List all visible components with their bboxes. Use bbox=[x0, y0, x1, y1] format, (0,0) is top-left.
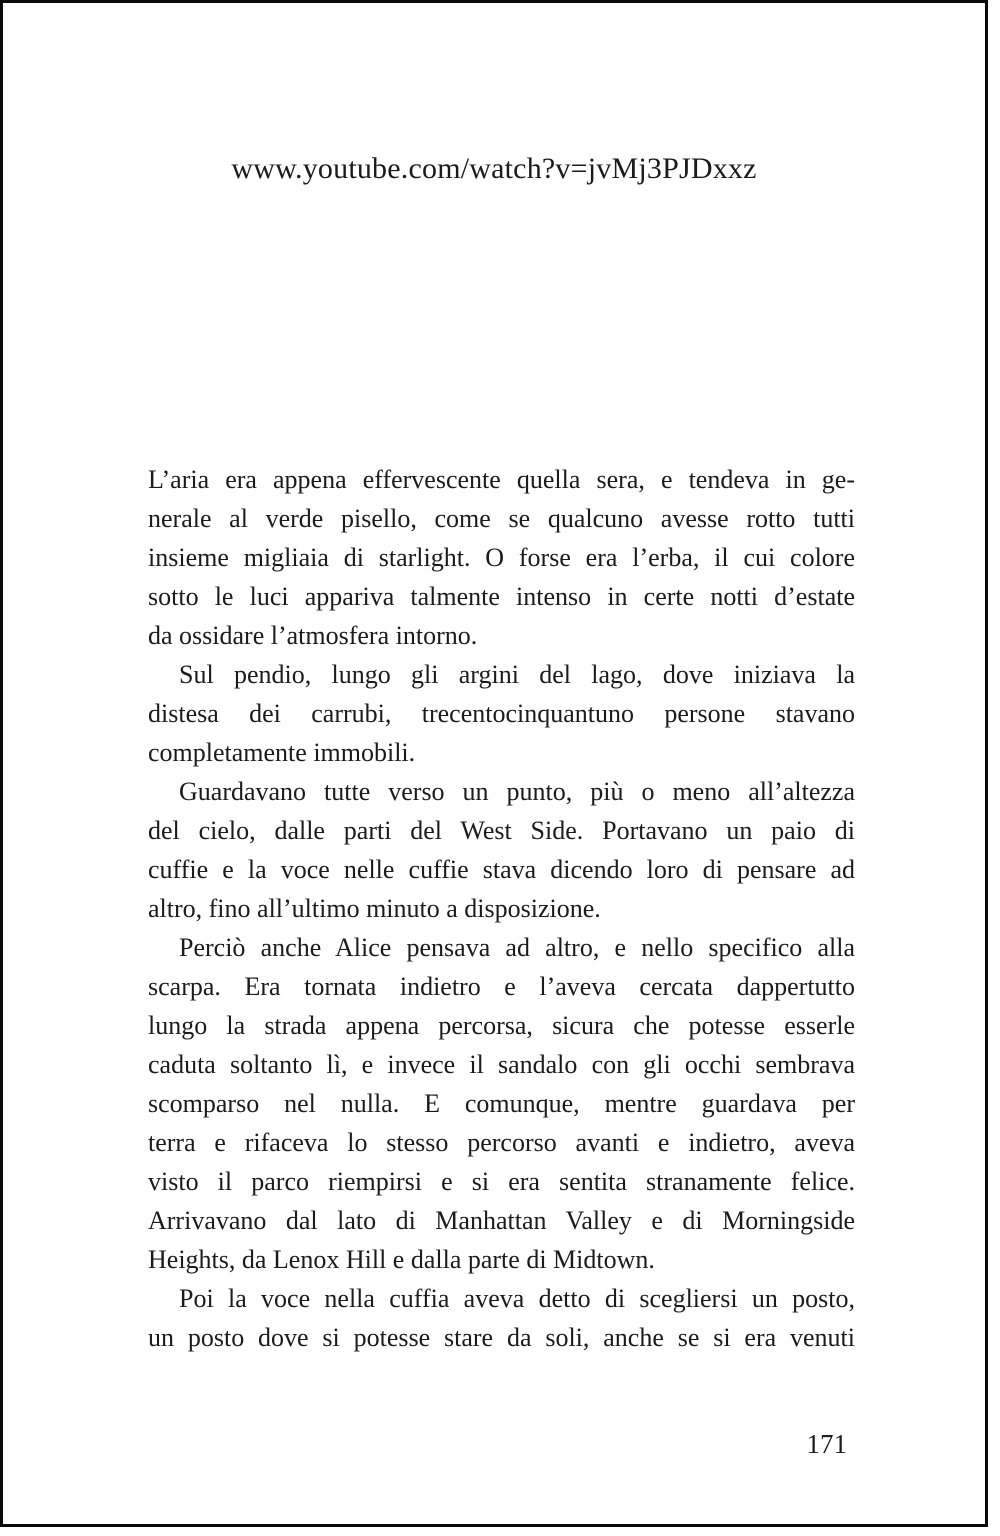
text-line: nerale al verde pisello, come se qualcuno avesse rotto tutti bbox=[148, 504, 855, 533]
text-line: Sul pendio, lungo gli argini del lago, dove iniziava la bbox=[179, 660, 855, 689]
text-line: distesa dei carrubi, trecentocinquantuno persone stavano bbox=[148, 699, 855, 728]
text-line: insieme migliaia di starlight. O forse era l’erba, il cui colore bbox=[148, 543, 855, 572]
text-line: visto il parco riempirsi e si era sentita stranamente felice. bbox=[148, 1167, 855, 1196]
text-line: lungo la strada appena percorsa, sicura che potesse esserle bbox=[148, 1011, 855, 1040]
text-line: terra e rifaceva lo stesso percorso avanti e indietro, aveva bbox=[148, 1128, 855, 1157]
text-line: altro, fino all’ultimo minuto a disposizione. bbox=[148, 894, 601, 923]
text-line: cuffie e la voce nelle cuffie stava dicendo loro di pensare ad bbox=[148, 855, 855, 884]
text-line: un posto dove si potesse stare da soli, anche se si era venuti bbox=[148, 1323, 855, 1352]
text-line: completamente immobili. bbox=[148, 738, 416, 767]
text-line: Perciò anche Alice pensava ad altro, e nello specifico alla bbox=[179, 933, 855, 962]
video-url-text: www.youtube.com/watch?v=jvMj3PJDxxz bbox=[231, 152, 757, 185]
text-line: caduta soltanto lì, e invece il sandalo con gli occhi sembrava bbox=[148, 1050, 855, 1079]
page-number: 171 bbox=[806, 1429, 847, 1459]
text-line: scomparso nel nulla. E comunque, mentre guardava per bbox=[148, 1089, 855, 1118]
text-line: del cielo, dalle parti del West Side. Portavano un paio di bbox=[148, 816, 855, 845]
text-line: L’aria era appena effervescente quella sera, e tendeva in ge- bbox=[148, 465, 855, 494]
text-line: Poi la voce nella cuffia aveva detto di scegliersi un posto, bbox=[179, 1284, 855, 1313]
text-line: scarpa. Era tornata indietro e l’aveva cercata dappertutto bbox=[148, 972, 855, 1001]
text-line: Heights, da Lenox Hill e dalla parte di Midtown. bbox=[148, 1245, 655, 1274]
text-line: Arrivavano dal lato di Manhattan Valley e di Morningside bbox=[148, 1206, 855, 1235]
text-line: Guardavano tutte verso un punto, più o meno all’altezza bbox=[179, 777, 855, 806]
text-line: da ossidare l’atmosfera intorno. bbox=[148, 621, 478, 650]
text-line: sotto le luci appariva talmente intenso in certe notti d’estate bbox=[148, 582, 855, 611]
body-text bbox=[148, 460, 855, 1357]
